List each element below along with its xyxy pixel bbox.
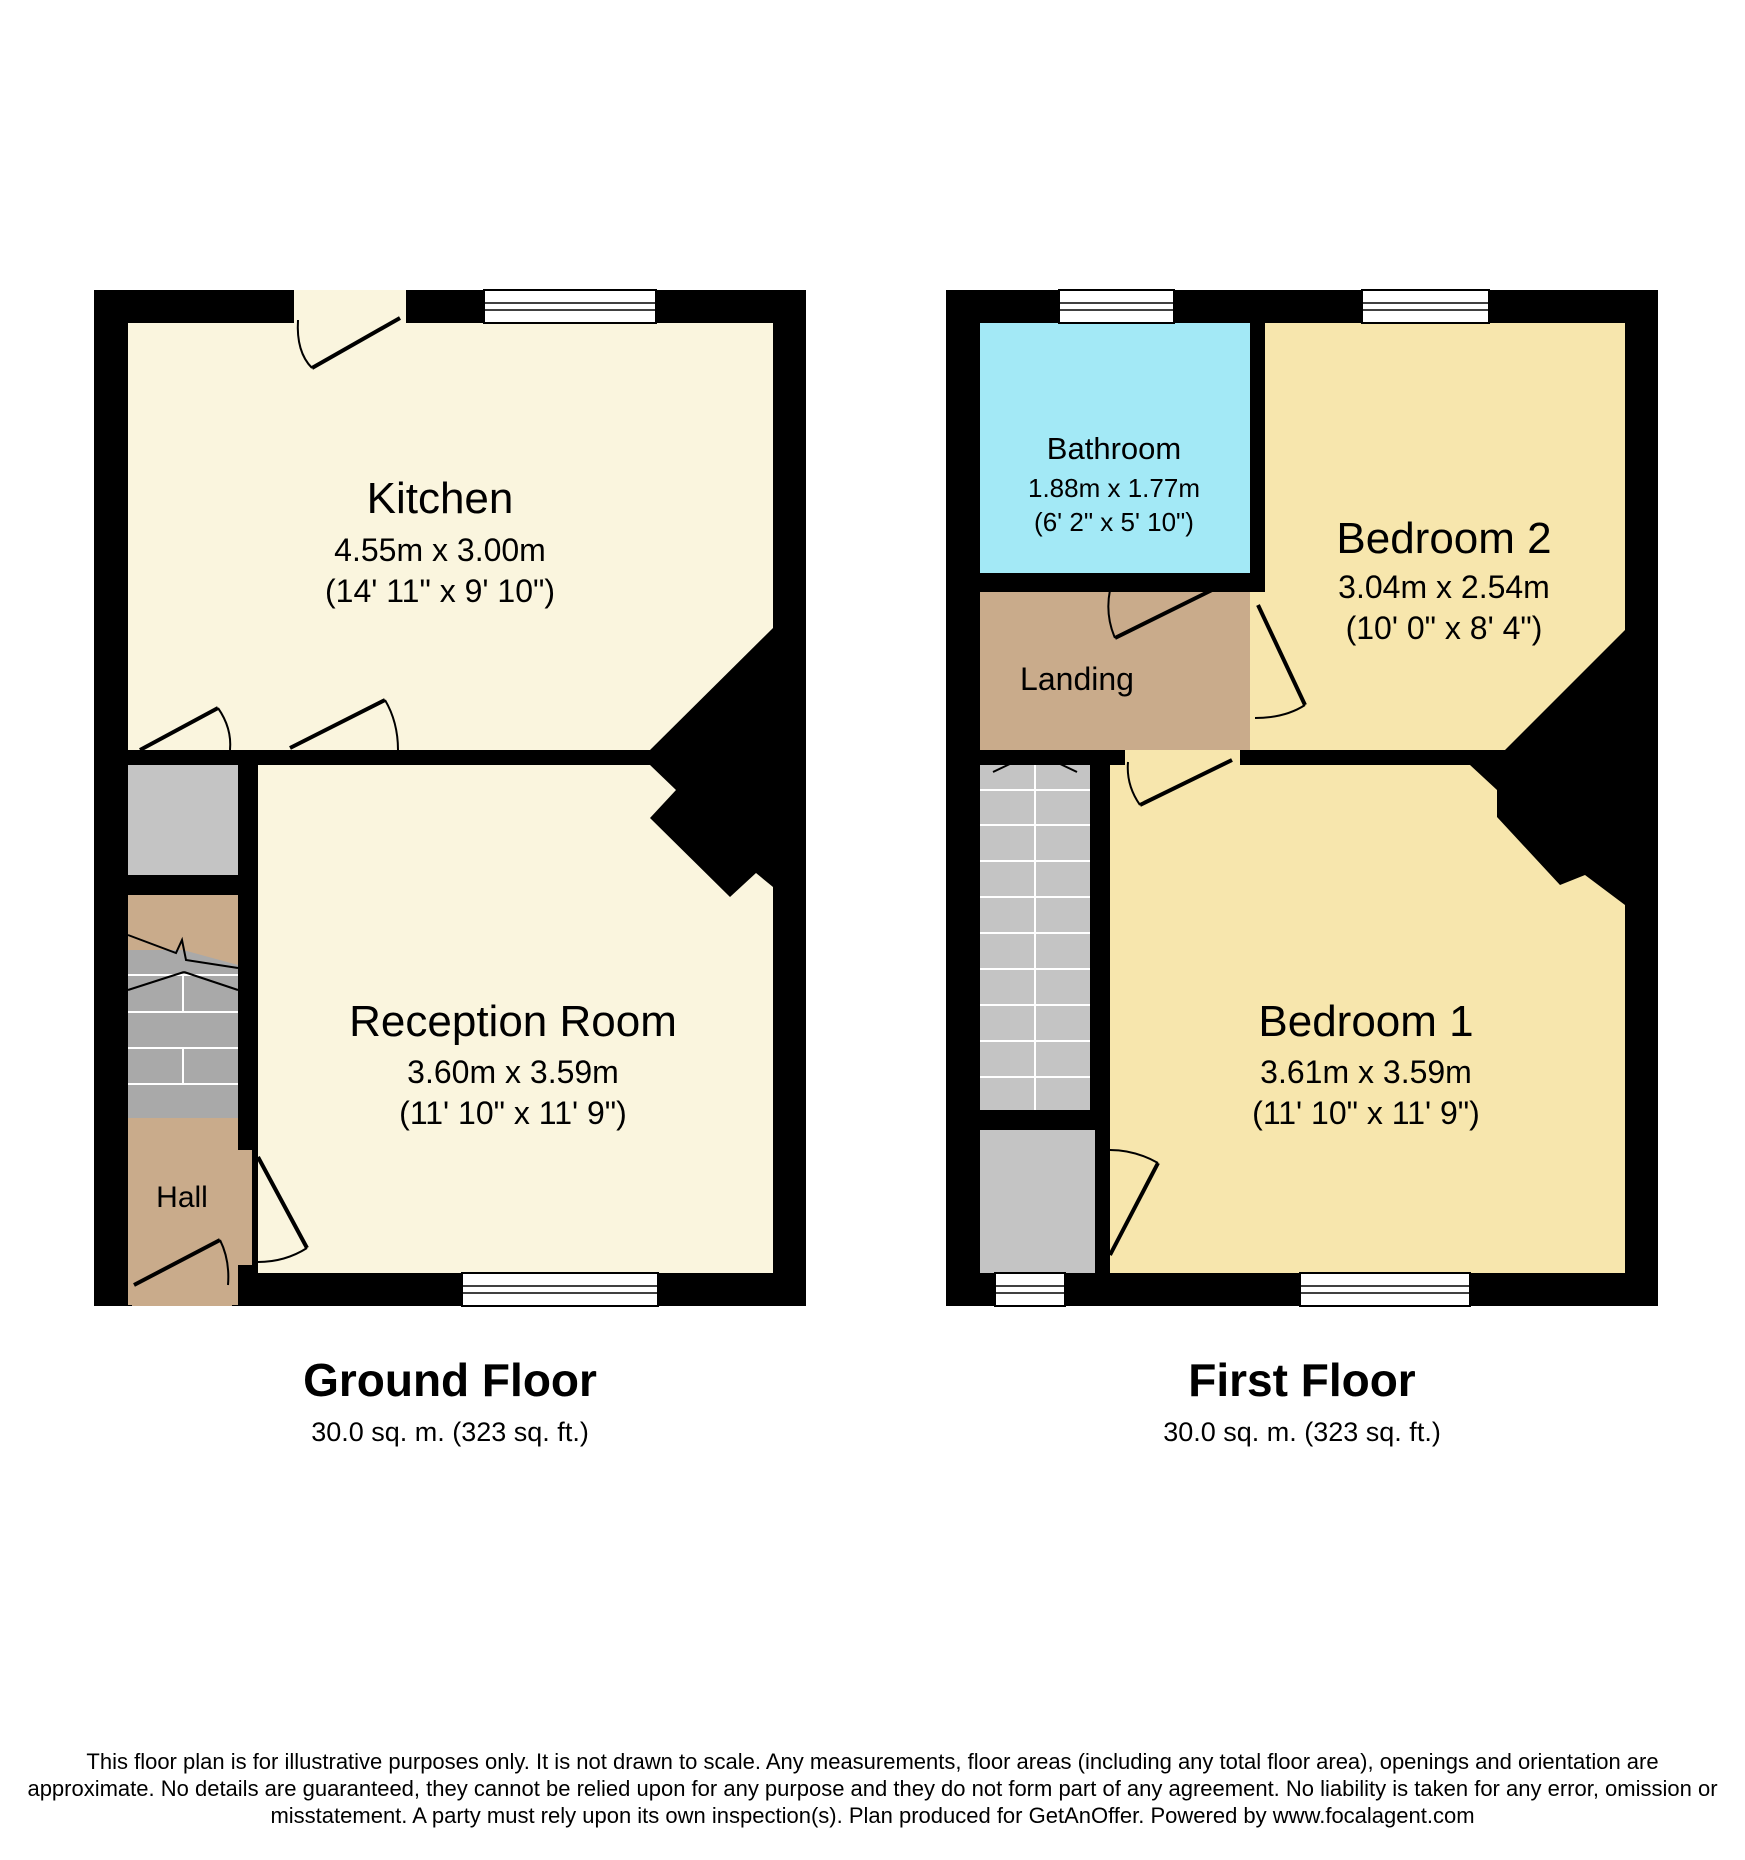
- disclaimer-text: This floor plan is for illustrative purposes only. It is not drawn to scale. Any measurements, floor areas (including any total floor area), openings and orientation are approximate. No details are guaranteed, they cannot be relied upon for any purpose and they do not form part of any agreement. No liability is taken for any error, omission or misstatement. A party must rely upon its own inspection(s). Plan produced for GetAnOffer. Powered by www.focalagent.com: [27, 1749, 1718, 1828]
- bedroom-2-window: [1362, 290, 1489, 323]
- ground-floor-plan: [94, 290, 806, 1306]
- first-floor-area: 30.0 sq. m. (323 sq. ft.): [1163, 1417, 1441, 1447]
- wall-landing-bedroom1: [980, 750, 1125, 765]
- wall-cupboard-bedroom1: [1095, 1250, 1110, 1306]
- kitchen-name: Kitchen: [366, 474, 514, 523]
- bathroom-window: [1059, 290, 1174, 323]
- wall-kitchen-stub: [128, 750, 138, 765]
- ground-floor-area: 30.0 sq. m. (323 sq. ft.): [311, 1417, 589, 1447]
- landing-name: Landing: [1020, 661, 1134, 697]
- wall-bedroom2-bedroom1: [1240, 750, 1505, 765]
- wall-lower-hall: [238, 1265, 258, 1305]
- kitchen-dim-imperial: (14' 11" x 9' 10"): [324, 573, 556, 609]
- ground-floor-title: Ground Floor: [303, 1354, 597, 1406]
- wall-bathroom-landing: [980, 573, 1110, 592]
- bedroom-2-dim-imperial: (10' 0" x 8' 4"): [1345, 610, 1543, 646]
- bathroom-dim-imperial: (6' 2" x 5' 10"): [1034, 507, 1194, 537]
- wall-kitchen-stub-2: [232, 750, 286, 765]
- first-floor-stairs: [980, 752, 1090, 1110]
- bedroom-1-dim-metric: 3.61m x 3.59m: [1260, 1054, 1472, 1090]
- first-floor-cupboard: [980, 1130, 1095, 1273]
- wall-bathroom-bedroom2: [1250, 323, 1265, 592]
- reception-window: [462, 1273, 658, 1306]
- bedroom-1-dim-imperial: (11' 10" x 11' 9"): [1252, 1095, 1480, 1131]
- bedroom-2-name: Bedroom 2: [1336, 514, 1552, 563]
- wall-hall-reception: [238, 765, 258, 1150]
- wall-kitchen-reception: [400, 750, 650, 765]
- bathroom-dim-metric: 1.88m x 1.77m: [1028, 473, 1200, 503]
- cupboard: [128, 765, 238, 875]
- ground-stairs: [128, 935, 238, 1118]
- kitchen-window: [484, 290, 656, 323]
- kitchen-dim-metric: 4.55m x 3.00m: [334, 532, 546, 568]
- back-door-opening: [294, 290, 406, 323]
- bedroom-1-name: Bedroom 1: [1258, 997, 1474, 1046]
- first-floor-plan: [946, 290, 1658, 1306]
- bedroom-2-dim-metric: 3.04m x 2.54m: [1338, 569, 1550, 605]
- bedroom-1-window: [1300, 1273, 1470, 1306]
- reception-dim-metric: 3.60m x 3.59m: [407, 1054, 619, 1090]
- first-floor-title: First Floor: [1188, 1354, 1416, 1406]
- wall-stairs-bedroom1: [1090, 765, 1110, 1130]
- reception-name: Reception Room: [349, 997, 677, 1046]
- hall-name: Hall: [156, 1181, 208, 1214]
- wall-cupboard-hall: [128, 875, 238, 895]
- wall-stairs-cupboard: [980, 1110, 1110, 1130]
- cupboard-window: [995, 1273, 1065, 1306]
- bathroom-name: Bathroom: [1046, 431, 1182, 466]
- reception-dim-imperial: (11' 10" x 11' 9"): [399, 1095, 627, 1131]
